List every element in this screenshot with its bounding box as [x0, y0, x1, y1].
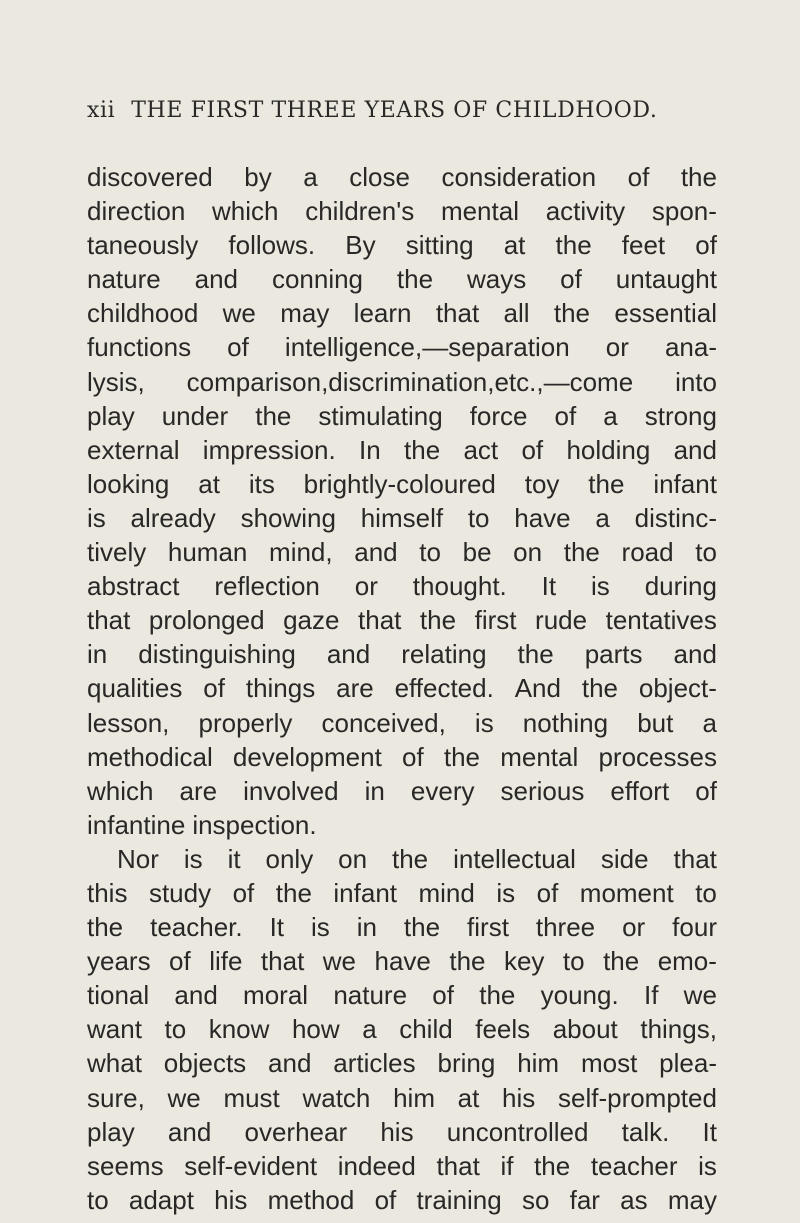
word: of — [169, 946, 191, 977]
word: a — [702, 707, 717, 738]
text-line — [87, 228, 717, 262]
word: activity — [545, 196, 626, 227]
word: sure, — [87, 1082, 145, 1113]
word: the — [479, 980, 516, 1011]
word: stimulating — [318, 400, 443, 431]
word: to — [419, 537, 441, 568]
word: childhood — [87, 298, 199, 329]
text-line — [87, 671, 717, 705]
word: act — [463, 434, 499, 465]
word: three — [535, 912, 596, 943]
word: seems — [87, 1150, 164, 1181]
word: child — [399, 1014, 453, 1045]
word: properly — [198, 707, 293, 738]
word: external — [87, 434, 180, 465]
word: that — [673, 843, 717, 874]
word: this — [87, 877, 128, 908]
word: are — [179, 775, 218, 806]
word: the — [588, 468, 625, 499]
word: side — [600, 843, 649, 874]
word: conning — [271, 264, 364, 295]
word: involved — [243, 775, 339, 806]
text-line — [87, 637, 717, 671]
word: human — [167, 537, 248, 568]
word: already — [130, 502, 216, 533]
body-text — [87, 160, 717, 1217]
running-title: THE FIRST THREE YEARS OF CHILDHOOD. — [131, 98, 658, 123]
text-line — [87, 501, 717, 535]
text-line — [87, 433, 717, 467]
word: we — [222, 298, 256, 329]
word: most — [580, 1048, 638, 1079]
word: the — [403, 912, 441, 943]
word: the — [563, 537, 600, 568]
word: the — [553, 298, 591, 329]
word: close — [349, 162, 410, 192]
word: object- — [638, 673, 717, 704]
word: of — [695, 775, 717, 806]
word: of — [203, 673, 225, 704]
word: know — [208, 1014, 270, 1045]
word: we — [322, 946, 357, 977]
word: infantine — [87, 809, 186, 840]
word: or — [605, 332, 629, 363]
word: in — [356, 912, 377, 943]
word: self-evident — [184, 1150, 318, 1181]
text-line — [87, 467, 717, 501]
word: method — [267, 1184, 355, 1215]
word: is — [87, 502, 106, 533]
text-line — [87, 808, 717, 842]
word: processes — [598, 741, 717, 772]
word: self-prompted — [557, 1082, 717, 1113]
word: the — [534, 1150, 571, 1181]
word: its — [248, 468, 275, 499]
word: the — [392, 843, 429, 874]
word: what — [87, 1048, 142, 1079]
word: in — [87, 639, 108, 670]
text-line — [87, 740, 717, 774]
word: effected. — [394, 673, 494, 704]
word: discovered — [87, 162, 213, 192]
word: lesson, — [87, 707, 170, 738]
word: to — [695, 877, 717, 908]
word: at — [503, 230, 526, 261]
word: of — [521, 434, 544, 465]
text-line — [87, 842, 717, 876]
word: so — [521, 1184, 550, 1215]
word: his — [380, 1116, 414, 1147]
word: the — [517, 639, 554, 670]
word: may — [280, 298, 330, 329]
word: have — [374, 946, 431, 977]
word: want — [87, 1014, 142, 1045]
word: mind, — [269, 537, 333, 568]
word: inspection. — [192, 809, 317, 840]
word: of — [536, 877, 559, 908]
word: bring — [437, 1048, 496, 1079]
word: strong — [644, 400, 717, 431]
word: to — [87, 1184, 109, 1215]
word: sitting — [405, 230, 474, 261]
page-number: xii — [87, 98, 116, 123]
word: infant — [653, 468, 717, 499]
word: nature — [87, 264, 161, 295]
word: intelligence,—separation — [284, 332, 570, 363]
word: the — [449, 946, 486, 977]
word: serious — [500, 775, 585, 806]
text-line — [87, 262, 717, 296]
word: to — [562, 946, 585, 977]
word: nothing — [522, 707, 609, 738]
word: showing — [240, 502, 336, 533]
text-line — [87, 1012, 717, 1046]
word: ana- — [664, 332, 717, 363]
word: feet — [621, 230, 666, 261]
word: and — [167, 1116, 212, 1147]
word: parts — [584, 639, 643, 670]
word: the — [680, 162, 717, 192]
word: emo- — [657, 946, 717, 977]
word: ways — [466, 264, 527, 295]
word: to — [164, 1014, 187, 1045]
word: every — [410, 775, 475, 806]
word: feels — [475, 1014, 531, 1045]
word: If — [643, 980, 659, 1011]
word: of — [402, 741, 424, 772]
word: And — [514, 673, 561, 704]
word: and — [268, 1048, 312, 1079]
word: is — [310, 912, 330, 943]
word: to — [467, 502, 490, 533]
word: spon- — [651, 196, 717, 227]
word: It — [269, 912, 285, 943]
word: impression. — [202, 434, 336, 465]
word: watch — [302, 1082, 371, 1113]
word: which — [212, 196, 279, 227]
text-line — [87, 194, 717, 228]
word: that — [87, 605, 131, 636]
word: training — [416, 1184, 502, 1215]
word: is — [591, 571, 610, 602]
word: during — [644, 571, 717, 602]
word: is — [698, 1150, 717, 1181]
word: things, — [640, 1014, 717, 1045]
text-line — [87, 1183, 717, 1217]
word: brightly-coloured — [303, 468, 496, 499]
word: have — [514, 502, 571, 533]
word: learn — [353, 298, 412, 329]
word: if — [500, 1150, 514, 1181]
word: of — [227, 332, 249, 363]
word: things — [245, 673, 316, 704]
word: the — [404, 434, 441, 465]
word: reflection — [214, 571, 320, 602]
word: of — [560, 264, 582, 295]
word: mind — [418, 877, 475, 908]
text-line — [87, 1046, 717, 1080]
word: his — [502, 1082, 536, 1113]
text-line — [87, 569, 717, 603]
word: study — [148, 877, 212, 908]
word: untaught — [615, 264, 717, 295]
word: development — [232, 741, 382, 772]
word: at — [198, 468, 220, 499]
word: tentatives — [605, 605, 717, 636]
word: consideration — [441, 162, 597, 192]
text-line — [87, 1115, 717, 1149]
text-line — [87, 876, 717, 910]
word: prolonged — [148, 605, 265, 636]
word: infant — [333, 877, 398, 908]
word: of — [374, 1184, 397, 1215]
word: first — [474, 605, 517, 636]
word: direction — [87, 196, 186, 227]
word: a — [362, 1014, 377, 1045]
text-line — [87, 296, 717, 330]
word: distinguishing — [138, 639, 296, 670]
word: four — [672, 912, 717, 943]
word: key — [503, 946, 545, 977]
word: the — [396, 264, 434, 295]
word: the — [255, 400, 292, 431]
word: children's — [305, 196, 415, 227]
word: a — [603, 400, 618, 431]
word: himself — [360, 502, 444, 533]
word: play — [87, 1116, 135, 1147]
word: nature — [333, 980, 408, 1011]
word: be — [462, 537, 492, 568]
word: or — [354, 571, 378, 602]
word: and — [194, 264, 239, 295]
word: or — [622, 912, 646, 943]
word: the — [581, 673, 618, 704]
word: it — [227, 843, 241, 874]
word: his — [214, 1184, 248, 1215]
word: only — [265, 843, 314, 874]
word: of — [554, 400, 577, 431]
word: gaze — [283, 605, 340, 636]
text-line — [87, 1081, 717, 1115]
text-line — [87, 365, 717, 399]
text-line — [87, 910, 717, 944]
word: how — [291, 1014, 340, 1045]
word: first — [467, 912, 509, 943]
word: that — [436, 1150, 480, 1181]
word: on — [338, 843, 368, 874]
word: as — [620, 1184, 648, 1215]
text-line — [87, 603, 717, 637]
word: under — [161, 400, 229, 431]
word: adapt — [128, 1184, 194, 1215]
word: qualities — [87, 673, 183, 704]
word: to — [695, 537, 717, 568]
word: young. — [540, 980, 619, 1011]
word: teacher — [590, 1150, 678, 1181]
word: looking — [87, 468, 170, 499]
text-line — [87, 944, 717, 978]
word: of — [695, 230, 717, 261]
word: toy — [524, 468, 560, 499]
word: objects — [163, 1048, 247, 1079]
word: of — [627, 162, 650, 192]
word: may — [667, 1184, 717, 1215]
word: that — [435, 298, 480, 329]
word: functions — [87, 332, 192, 363]
word: years — [87, 946, 151, 977]
word: lysis, — [87, 366, 145, 397]
word: a — [595, 502, 610, 533]
word: and — [326, 639, 371, 670]
word: of — [432, 980, 454, 1011]
word: plea- — [659, 1048, 717, 1079]
word: him — [517, 1048, 560, 1079]
word: In — [359, 434, 381, 465]
word: the — [603, 946, 640, 977]
word: far — [569, 1184, 600, 1215]
word: by — [244, 162, 272, 192]
text-line — [87, 535, 717, 569]
word: intellectual — [453, 843, 576, 874]
word: all — [503, 298, 530, 329]
word: is — [183, 843, 203, 874]
word: articles — [333, 1048, 416, 1079]
word: relating — [401, 639, 487, 670]
running-head — [87, 98, 717, 123]
word: Nor — [117, 843, 159, 874]
word: overhear — [244, 1116, 348, 1147]
word: him — [393, 1082, 435, 1113]
word: tively — [87, 537, 147, 568]
word: and — [673, 639, 717, 670]
word: about — [552, 1014, 618, 1045]
word: essential — [614, 298, 717, 329]
word: is — [496, 877, 516, 908]
word: distinc- — [634, 502, 717, 533]
text-line — [87, 978, 717, 1012]
word: rude — [535, 605, 588, 636]
word: uncontrolled — [446, 1116, 589, 1147]
word: we — [167, 1082, 201, 1113]
word: mental — [500, 741, 579, 772]
word: we — [683, 980, 717, 1011]
word: that — [260, 946, 305, 977]
word: It — [702, 1116, 717, 1147]
word: on — [513, 537, 543, 568]
text-line — [87, 330, 717, 364]
word: in — [364, 775, 385, 806]
word: the — [555, 230, 592, 261]
word: the — [443, 741, 481, 772]
text-line — [87, 774, 717, 808]
word: road — [621, 537, 674, 568]
word: tional — [87, 980, 150, 1011]
word: and — [354, 537, 398, 568]
text-line — [87, 1149, 717, 1183]
word: methodical — [87, 741, 213, 772]
word: moment — [579, 877, 674, 908]
word: must — [223, 1082, 280, 1113]
word: holding — [566, 434, 651, 465]
word: but — [637, 707, 674, 738]
word: teacher. — [150, 912, 243, 943]
word: effort — [610, 775, 670, 806]
word: indeed — [337, 1150, 416, 1181]
word: play — [87, 400, 135, 431]
word: and — [673, 434, 717, 465]
text-line — [87, 706, 717, 740]
word: moral — [243, 980, 309, 1011]
word: thought. — [412, 571, 507, 602]
word: and — [174, 980, 218, 1011]
word: taneously — [87, 230, 199, 261]
word: the — [419, 605, 457, 636]
word: By — [345, 230, 376, 261]
word: into — [675, 366, 717, 397]
word: at — [457, 1082, 480, 1113]
word: talk. — [621, 1116, 670, 1147]
word: follows. — [228, 230, 316, 261]
text-line — [87, 399, 717, 433]
word: force — [469, 400, 528, 431]
word: mental — [440, 196, 519, 227]
word: life — [209, 946, 243, 977]
word: conceived, — [321, 707, 446, 738]
word: the — [87, 912, 124, 943]
word: are — [336, 673, 374, 704]
word: the — [275, 877, 312, 908]
word: which — [87, 775, 154, 806]
word: a — [303, 162, 318, 192]
word: It — [541, 571, 557, 602]
word: that — [358, 605, 402, 636]
word: comparison,discrimination,etc.,—come — [186, 366, 634, 397]
word: of — [232, 877, 255, 908]
word: abstract — [87, 571, 180, 602]
word: is — [474, 707, 494, 738]
text-line — [87, 160, 717, 194]
